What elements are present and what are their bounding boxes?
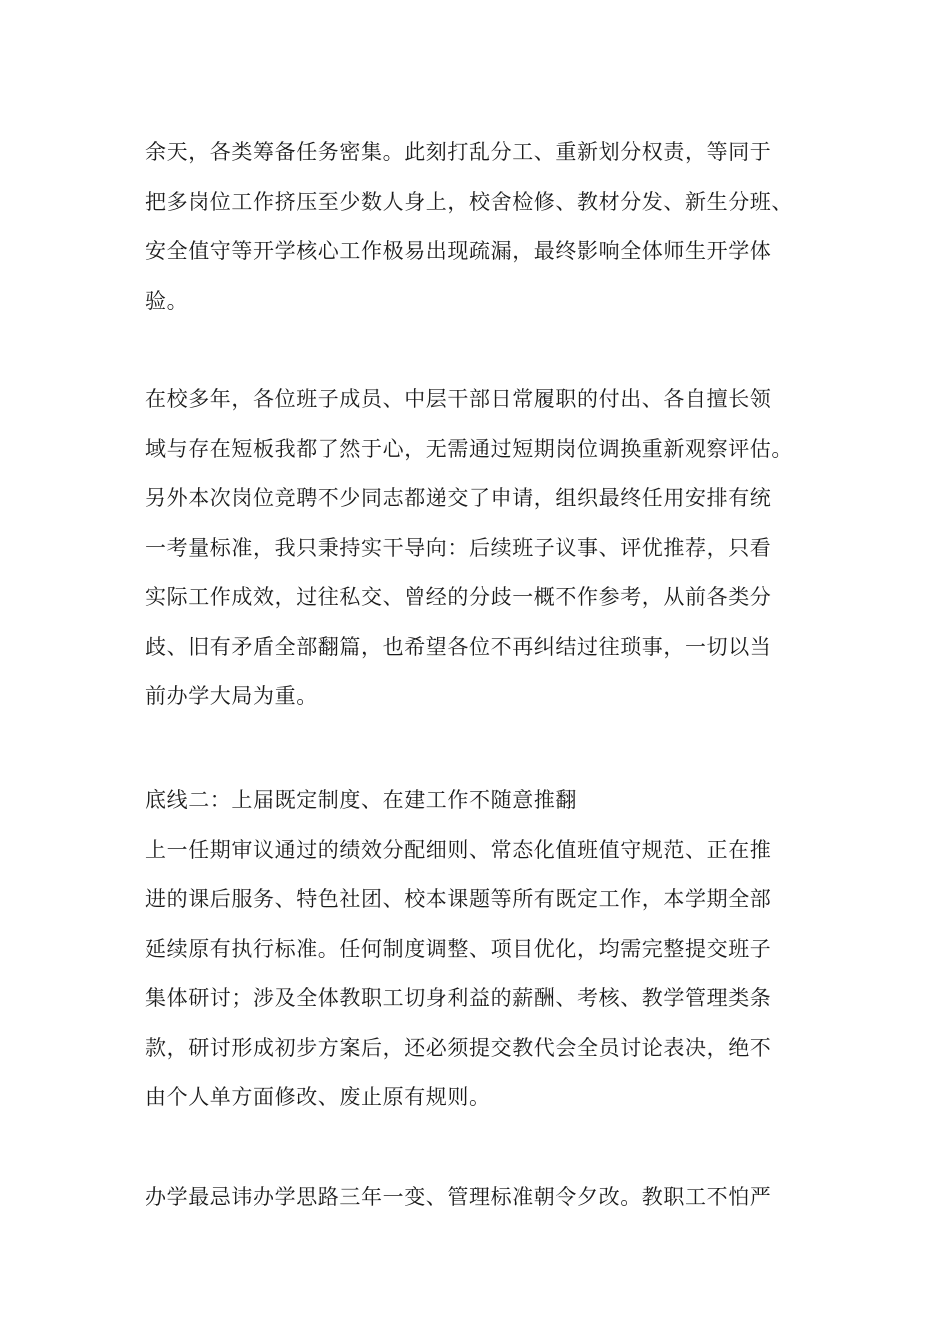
text-line: 由个人单方面修改、废止原有规则。 (145, 1085, 491, 1109)
text-line: 办学最忌讳办学思路三年一变、管理标准朝令夕改。教职工不怕严 (145, 1185, 772, 1209)
text-line: 前办学大局为重。 (145, 684, 318, 708)
text-line: 进的课后服务、特色社团、校本课题等所有既定工作，本学期全部 (145, 887, 772, 911)
paragraph-4 (145, 1173, 845, 1223)
paragraph-1 (145, 128, 845, 326)
text-line: 安全值守等开学核心工作极易出现疏漏，最终影响全体师生开学体 (145, 239, 772, 263)
text-line: 域与存在短板我都了然于心，无需通过短期岗位调换重新观察评估。 (145, 436, 793, 461)
text-line: 余天，各类筹备任务密集。此刻打乱分工、重新划分权责，等同于 (145, 140, 772, 164)
text-line: 集体研讨；涉及全体教职工切身利益的薪酬、考核、教学管理类条 (145, 986, 772, 1010)
paragraph-2 (145, 375, 845, 722)
text-line: 延续原有执行标准。任何制度调整、项目优化，均需完整提交班子 (145, 936, 772, 961)
text-line: 歧、旧有矛盾全部翻篇，也希望各位不再纠结过往琐事，一切以当 (145, 634, 772, 659)
text-line: 把多岗位工作挤压至少数人身上，校舍检修、教材分发、新生分班、 (145, 189, 793, 214)
text-line: 款，研讨形成初步方案后，还必须提交教代会全员讨论表决，绝不 (145, 1035, 772, 1060)
text-line: 在校多年，各位班子成员、中层干部日常履职的付出、各自擅长领 (145, 387, 772, 411)
text-line: 实际工作成效，过往私交、曾经的分歧一概不作参考，从前各类分 (145, 585, 772, 609)
text-line: 验。 (145, 288, 189, 313)
text-line: 另外本次岗位竞聘不少同志都递交了申请，组织最终任用安排有统 (145, 486, 772, 510)
text-line: 一考量标准，我只秉持实干导向：后续班子议事、评优推荐，只看 (145, 535, 772, 560)
section-heading: 底线二：上届既定制度、在建工作不随意推翻 (145, 788, 577, 812)
text-line: 上一任期审议通过的绩效分配细则、常态化值班值守规范、正在推 (145, 837, 772, 862)
section-baseline-two (145, 776, 845, 1123)
